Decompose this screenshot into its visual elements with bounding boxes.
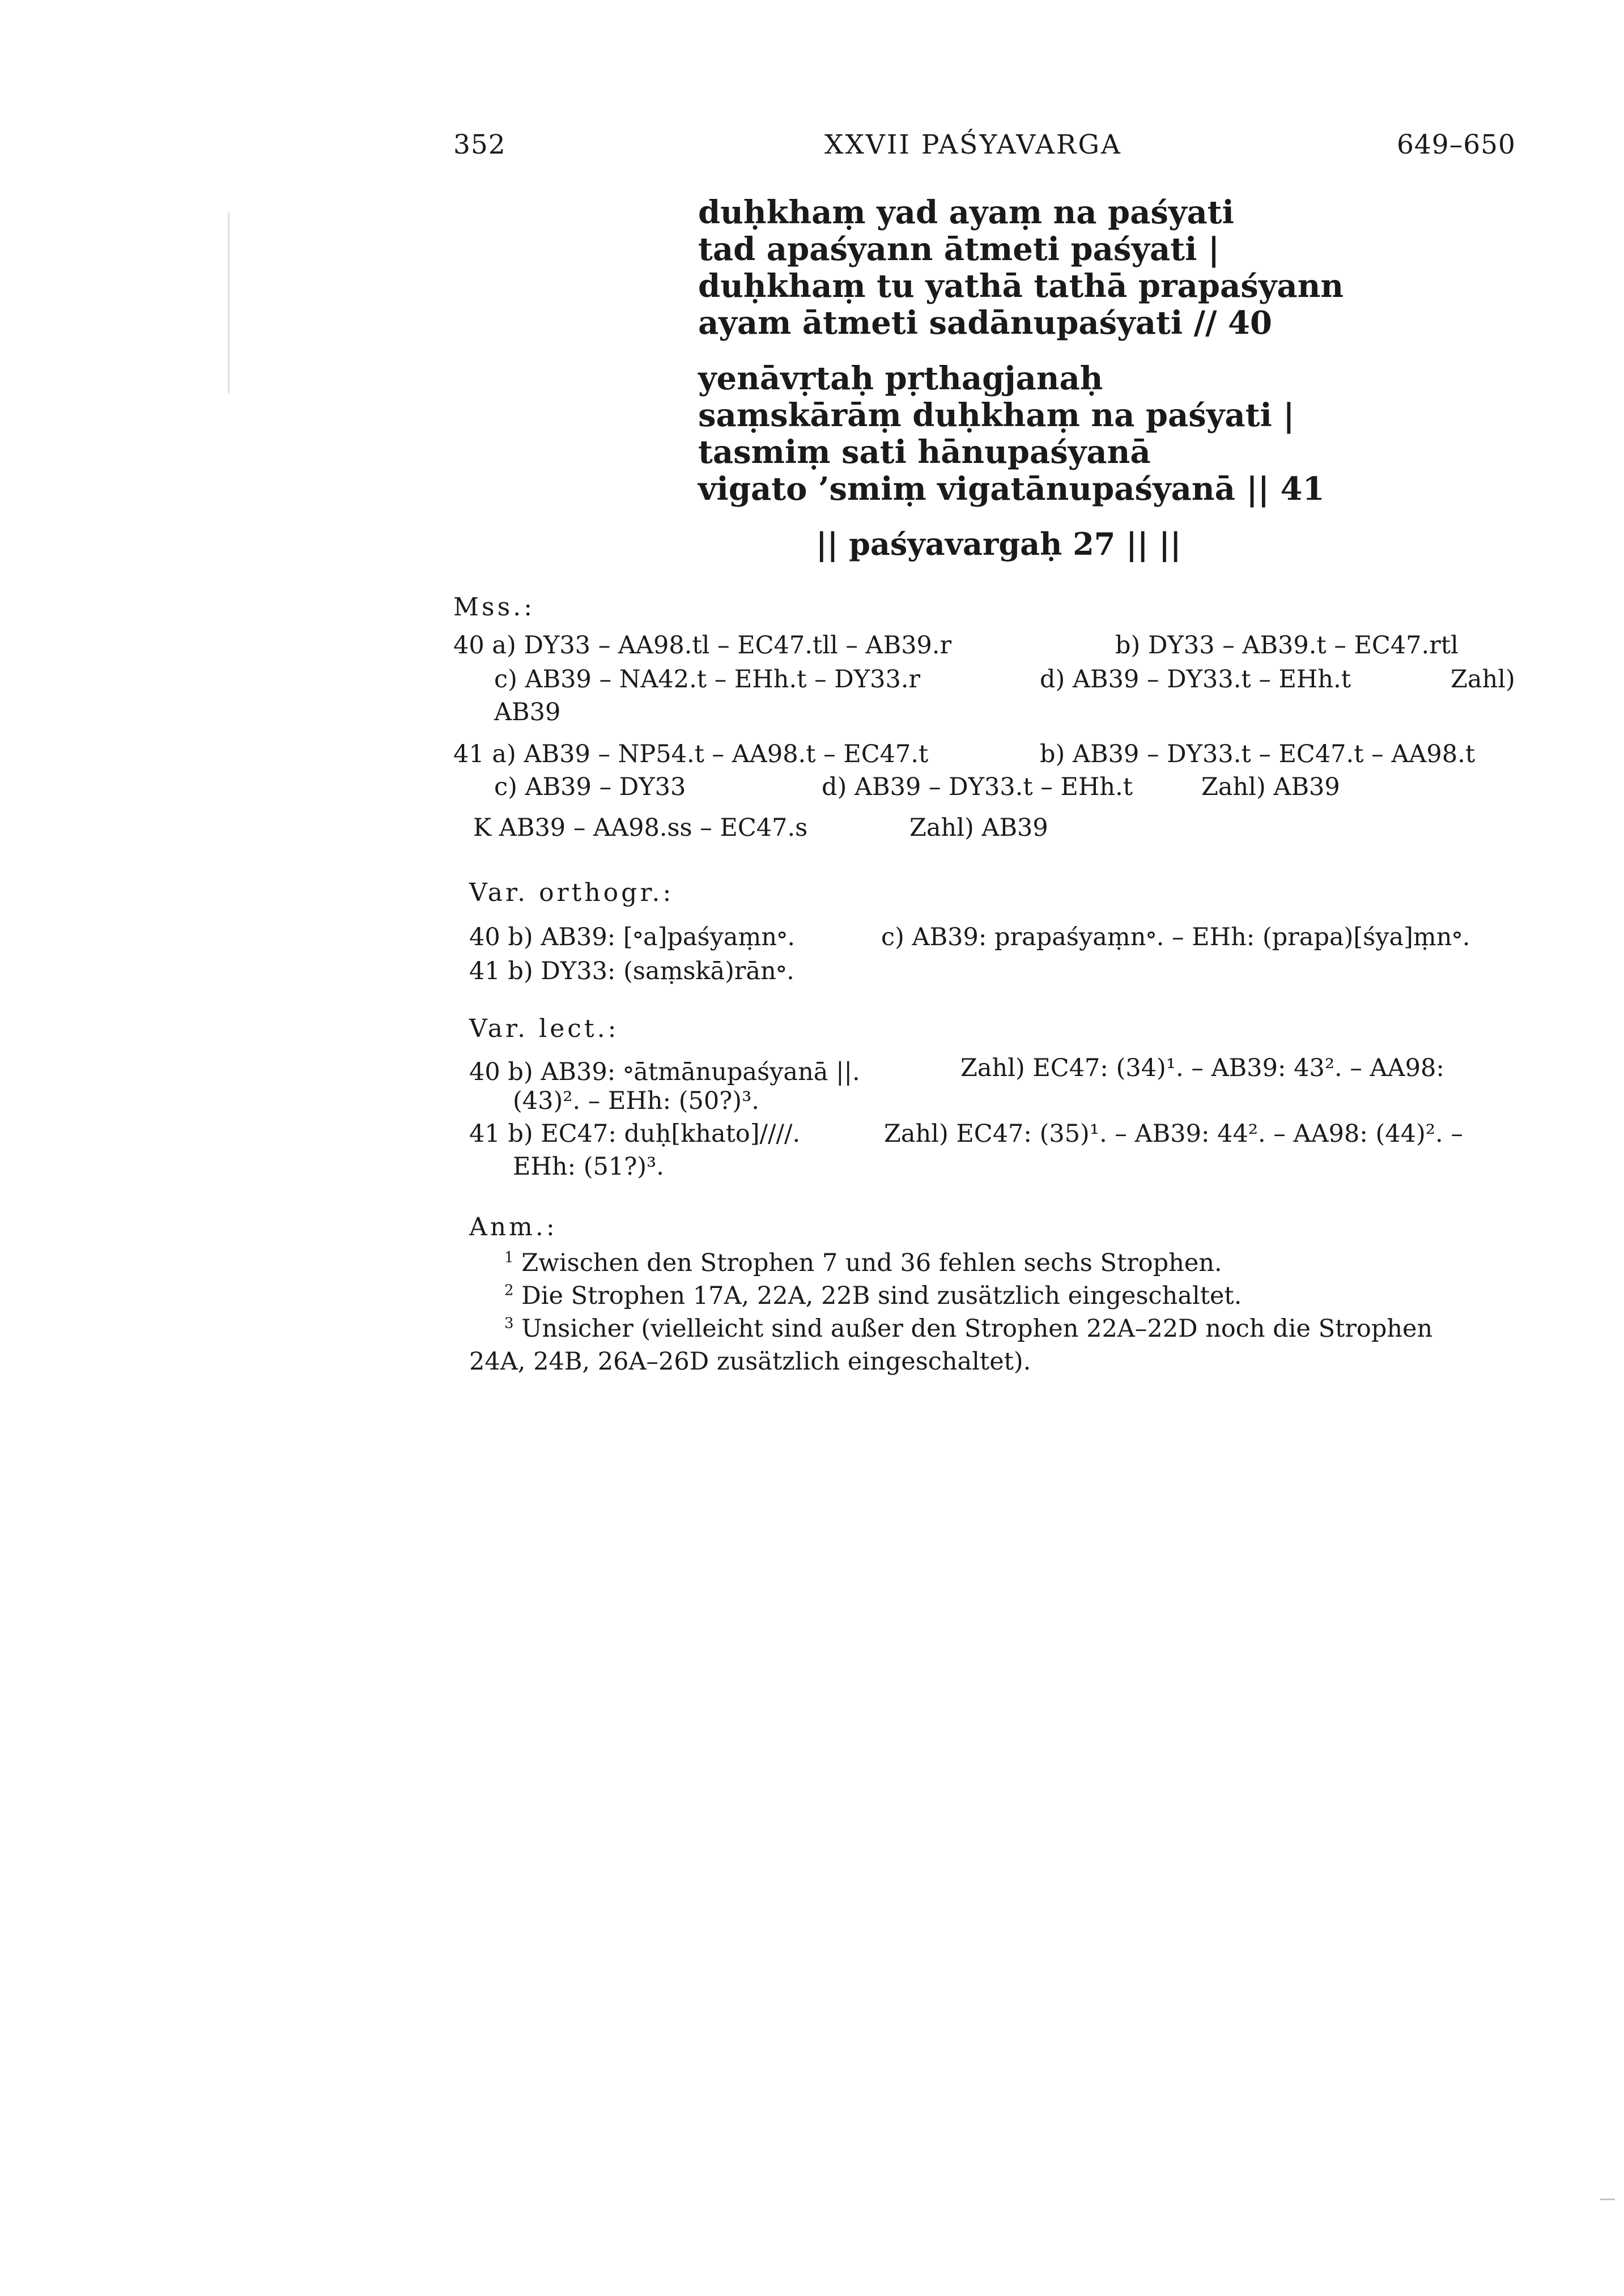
verse-line: ayam ātmeti sadānupaśyati // 40 <box>698 304 1272 342</box>
verse-line: saṃskārāṃ duḥkhaṃ na paśyati | <box>698 397 1295 434</box>
apparatus-entry: b) DY33 – AB39.t – EC47.rtl <box>1115 631 1459 660</box>
footnote-number: 2 <box>504 1282 514 1299</box>
apparatus-entry: 41 a) AB39 – NP54.t – AA98.t – EC47.t <box>453 740 929 768</box>
footnote-continuation: 24A, 24B, 26A–26D zusätzlich eingeschaltet). <box>469 1347 1031 1376</box>
footnote-number: 1 <box>504 1249 514 1266</box>
apparatus-entry: c) AB39 – DY33 <box>494 773 686 801</box>
apparatus-entry: d) AB39 – DY33.t – EHh.t <box>1040 665 1351 694</box>
verse-line: tasmiṃ sati hānupaśyanā <box>698 433 1151 471</box>
verse-40 <box>698 194 1344 342</box>
apparatus-entry: 41 b) EC47: duḥ[khato]////. <box>469 1120 801 1148</box>
scan-mark <box>228 212 229 394</box>
anm-label: Anm.: <box>469 1213 558 1241</box>
page-range: 649–650 <box>1397 129 1516 160</box>
scan-mark <box>1600 2199 1615 2200</box>
verse-line: duḥkhaṃ yad ayaṃ na paśyati <box>698 194 1234 231</box>
running-title: XXVII PAŚYAVARGA <box>824 129 1122 160</box>
apparatus-entry: Zahl) EC47: (34)¹. – AB39: 43². – AA98: <box>960 1054 1444 1082</box>
var-lect-label: Var. lect.: <box>469 1014 619 1043</box>
footnote-number: 3 <box>504 1315 514 1332</box>
verse-41 <box>698 360 1325 508</box>
apparatus-entry: K AB39 – AA98.ss – EC47.s <box>473 814 808 842</box>
apparatus-entry: EHh: (51?)³. <box>513 1153 664 1181</box>
apparatus-entry: Zahl) <box>1451 665 1515 694</box>
verse-line: duḥkhaṃ tu yathā tathā prapaśyann <box>698 267 1344 305</box>
footnote <box>504 1282 1242 1310</box>
apparatus-entry: b) AB39 – DY33.t – EC47.t – AA98.t <box>1040 740 1476 768</box>
footnote-text: Unsicher (vielleicht sind außer den Strophen 22A–22D noch die Strophen <box>521 1315 1433 1343</box>
apparatus-entry: Zahl) AB39 <box>1201 773 1340 801</box>
footnote <box>504 1315 1432 1343</box>
apparatus-entry: 41 b) DY33: (saṃskā)rān॰. <box>469 957 794 985</box>
apparatus-entry: 40 b) AB39: [॰a]paśyaṃn॰. <box>469 923 795 951</box>
apparatus-entry: (43)². – EHh: (50?)³. <box>513 1087 759 1115</box>
colophon: || paśyavargaḥ 27 || || <box>816 526 1181 562</box>
apparatus-entry: d) AB39 – DY33.t – EHh.t <box>822 773 1133 801</box>
page-number: 352 <box>453 129 506 160</box>
apparatus-entry: Zahl) AB39 <box>909 814 1048 842</box>
verse-line: yenāvṛtaḥ pṛthagjanaḥ <box>698 360 1103 397</box>
apparatus-entry: 40 a) DY33 – AA98.tl – EC47.tll – AB39.r <box>453 631 952 660</box>
apparatus-entry: AB39 <box>494 698 561 726</box>
apparatus-entry: 40 b) AB39: ॰ātmānupaśyanā ||. <box>469 1058 860 1086</box>
mss-label: Mss.: <box>453 593 535 622</box>
footnote <box>504 1249 1222 1277</box>
footnote-text: Zwischen den Strophen 7 und 36 fehlen sechs Strophen. <box>521 1249 1222 1277</box>
apparatus-entry: c) AB39: prapaśyaṃn॰. – EHh: (prapa)[śya]ṃn॰. <box>881 923 1470 951</box>
apparatus-entry: Zahl) EC47: (35)¹. – AB39: 44². – AA98: (44)². – <box>884 1120 1463 1148</box>
verse-line: tad apaśyann ātmeti paśyati | <box>698 231 1220 268</box>
apparatus-entry: c) AB39 – NA42.t – EHh.t – DY33.r <box>494 665 921 694</box>
var-orthogr-label: Var. orthogr.: <box>469 878 674 907</box>
footnote-text: Die Strophen 17A, 22A, 22B sind zusätzlich eingeschaltet. <box>521 1282 1242 1310</box>
verse-line: vigato ’smiṃ vigatānupaśyanā || 41 <box>698 470 1325 508</box>
